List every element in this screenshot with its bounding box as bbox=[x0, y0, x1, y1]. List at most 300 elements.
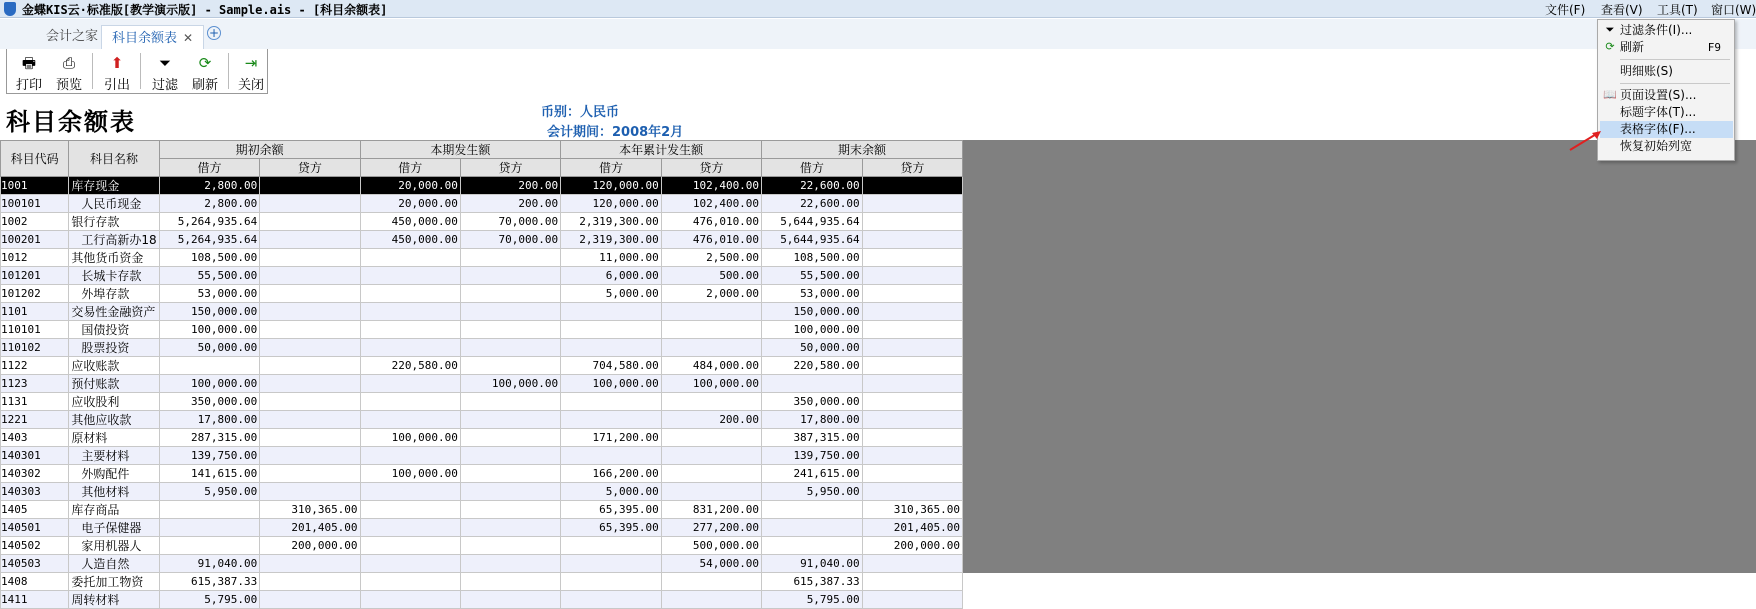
account-name-cell[interactable]: 长城卡存款 bbox=[69, 267, 159, 285]
credit-amount-cell[interactable] bbox=[260, 447, 360, 465]
export-button[interactable] bbox=[97, 51, 137, 91]
credit-amount-cell[interactable]: 102,400.00 bbox=[661, 177, 761, 195]
account-name-cell[interactable]: 家用机器人 bbox=[69, 537, 159, 555]
credit-amount-cell[interactable] bbox=[862, 357, 962, 375]
debit-amount-cell[interactable]: 55,500.00 bbox=[159, 267, 260, 285]
credit-amount-cell[interactable]: 476,010.00 bbox=[661, 213, 761, 231]
tab-home[interactable] bbox=[36, 25, 108, 49]
debit-amount-cell[interactable] bbox=[561, 321, 662, 339]
credit-amount-cell[interactable] bbox=[260, 195, 360, 213]
credit-amount-cell[interactable]: 484,000.00 bbox=[661, 357, 761, 375]
account-code-cell[interactable]: 140303 bbox=[1, 483, 69, 501]
debit-amount-cell[interactable]: 450,000.00 bbox=[360, 213, 460, 231]
header-credit[interactable]: 贷方 bbox=[460, 159, 560, 177]
credit-amount-cell[interactable]: 200.00 bbox=[460, 195, 560, 213]
refresh-button[interactable] bbox=[185, 51, 225, 91]
menu-file[interactable]: 文件(F) bbox=[1545, 3, 1586, 17]
table-row[interactable] bbox=[1, 429, 963, 447]
debit-amount-cell[interactable] bbox=[360, 285, 460, 303]
filter-button[interactable] bbox=[145, 51, 185, 91]
credit-amount-cell[interactable] bbox=[460, 303, 560, 321]
credit-amount-cell[interactable] bbox=[862, 483, 962, 501]
credit-amount-cell[interactable] bbox=[862, 321, 962, 339]
credit-amount-cell[interactable] bbox=[260, 465, 360, 483]
debit-amount-cell[interactable]: 220,580.00 bbox=[762, 357, 863, 375]
debit-amount-cell[interactable]: 5,000.00 bbox=[561, 483, 662, 501]
table-row[interactable] bbox=[1, 195, 963, 213]
credit-amount-cell[interactable] bbox=[661, 393, 761, 411]
account-name-cell[interactable]: 人造自然 bbox=[69, 555, 159, 573]
credit-amount-cell[interactable] bbox=[862, 591, 962, 609]
credit-amount-cell[interactable] bbox=[260, 231, 360, 249]
table-row[interactable] bbox=[1, 465, 963, 483]
debit-amount-cell[interactable] bbox=[360, 249, 460, 267]
credit-amount-cell[interactable] bbox=[260, 321, 360, 339]
table-row[interactable] bbox=[1, 483, 963, 501]
table-row[interactable] bbox=[1, 249, 963, 267]
credit-amount-cell[interactable] bbox=[260, 591, 360, 609]
account-code-cell[interactable]: 101201 bbox=[1, 267, 69, 285]
debit-amount-cell[interactable]: 20,000.00 bbox=[360, 195, 460, 213]
credit-amount-cell[interactable] bbox=[260, 375, 360, 393]
credit-amount-cell[interactable]: 310,365.00 bbox=[260, 501, 360, 519]
debit-amount-cell[interactable] bbox=[762, 501, 863, 519]
account-name-cell[interactable]: 工行高新办18 bbox=[69, 231, 159, 249]
debit-amount-cell[interactable]: 450,000.00 bbox=[360, 231, 460, 249]
debit-amount-cell[interactable]: 100,000.00 bbox=[561, 375, 662, 393]
debit-amount-cell[interactable] bbox=[360, 321, 460, 339]
debit-amount-cell[interactable] bbox=[360, 501, 460, 519]
menu-item-title-font[interactable] bbox=[1600, 104, 1733, 121]
account-code-cell[interactable]: 101202 bbox=[1, 285, 69, 303]
debit-amount-cell[interactable]: 139,750.00 bbox=[159, 447, 260, 465]
debit-amount-cell[interactable]: 5,795.00 bbox=[159, 591, 260, 609]
credit-amount-cell[interactable]: 310,365.00 bbox=[862, 501, 962, 519]
debit-amount-cell[interactable]: 55,500.00 bbox=[762, 267, 863, 285]
credit-amount-cell[interactable] bbox=[862, 213, 962, 231]
credit-amount-cell[interactable]: 70,000.00 bbox=[460, 231, 560, 249]
debit-amount-cell[interactable]: 100,000.00 bbox=[762, 321, 863, 339]
credit-amount-cell[interactable] bbox=[260, 339, 360, 357]
credit-amount-cell[interactable] bbox=[460, 285, 560, 303]
credit-amount-cell[interactable] bbox=[862, 429, 962, 447]
credit-amount-cell[interactable] bbox=[260, 483, 360, 501]
debit-amount-cell[interactable]: 2,319,300.00 bbox=[561, 231, 662, 249]
account-name-cell[interactable]: 交易性金融资产 bbox=[69, 303, 159, 321]
debit-amount-cell[interactable]: 53,000.00 bbox=[159, 285, 260, 303]
debit-amount-cell[interactable] bbox=[762, 375, 863, 393]
table-row[interactable] bbox=[1, 231, 963, 249]
credit-amount-cell[interactable] bbox=[260, 555, 360, 573]
credit-amount-cell[interactable] bbox=[460, 555, 560, 573]
table-row[interactable] bbox=[1, 357, 963, 375]
print-button[interactable] bbox=[9, 51, 49, 91]
account-code-cell[interactable]: 1012 bbox=[1, 249, 69, 267]
credit-amount-cell[interactable]: 201,405.00 bbox=[260, 519, 360, 537]
menu-window[interactable]: 窗口(W) bbox=[1711, 3, 1756, 17]
preview-button[interactable] bbox=[49, 51, 89, 91]
account-name-cell[interactable]: 应收股利 bbox=[69, 393, 159, 411]
menu-item-page-setup[interactable] bbox=[1600, 87, 1733, 104]
credit-amount-cell[interactable] bbox=[460, 591, 560, 609]
credit-amount-cell[interactable]: 2,000.00 bbox=[661, 285, 761, 303]
credit-amount-cell[interactable]: 200,000.00 bbox=[862, 537, 962, 555]
debit-amount-cell[interactable]: 2,800.00 bbox=[159, 177, 260, 195]
account-name-cell[interactable]: 其他货币资金 bbox=[69, 249, 159, 267]
button-label: 关闭 bbox=[237, 78, 264, 93]
menu-item-filter-conditions[interactable] bbox=[1600, 22, 1733, 39]
table-row[interactable] bbox=[1, 519, 963, 537]
credit-amount-cell[interactable] bbox=[260, 177, 360, 195]
account-code-cell[interactable]: 140503 bbox=[1, 555, 69, 573]
debit-amount-cell[interactable] bbox=[561, 591, 662, 609]
table-row[interactable] bbox=[1, 537, 963, 555]
account-code-cell[interactable]: 1403 bbox=[1, 429, 69, 447]
credit-amount-cell[interactable] bbox=[862, 285, 962, 303]
credit-amount-cell[interactable]: 201,405.00 bbox=[862, 519, 962, 537]
credit-amount-cell[interactable] bbox=[460, 501, 560, 519]
account-code-cell[interactable]: 1411 bbox=[1, 591, 69, 609]
credit-amount-cell[interactable] bbox=[460, 519, 560, 537]
credit-amount-cell[interactable] bbox=[862, 555, 962, 573]
debit-amount-cell[interactable]: 350,000.00 bbox=[159, 393, 260, 411]
debit-amount-cell[interactable]: 53,000.00 bbox=[762, 285, 863, 303]
debit-amount-cell[interactable] bbox=[561, 573, 662, 591]
debit-amount-cell[interactable] bbox=[360, 519, 460, 537]
credit-amount-cell[interactable] bbox=[460, 321, 560, 339]
debit-amount-cell[interactable] bbox=[561, 339, 662, 357]
close-button[interactable] bbox=[231, 51, 271, 91]
header-debit[interactable]: 借方 bbox=[360, 159, 460, 177]
debit-amount-cell[interactable] bbox=[360, 393, 460, 411]
debit-amount-cell[interactable] bbox=[561, 537, 662, 555]
debit-amount-cell[interactable]: 22,600.00 bbox=[762, 195, 863, 213]
header-debit[interactable]: 借方 bbox=[159, 159, 260, 177]
menu-item-refresh[interactable] bbox=[1600, 39, 1733, 56]
debit-amount-cell[interactable]: 387,315.00 bbox=[762, 429, 863, 447]
header-credit[interactable]: 贷方 bbox=[260, 159, 360, 177]
debit-amount-cell[interactable]: 108,500.00 bbox=[159, 249, 260, 267]
debit-amount-cell[interactable]: 120,000.00 bbox=[561, 195, 662, 213]
debit-amount-cell[interactable] bbox=[561, 393, 662, 411]
account-name-cell[interactable]: 库存现金 bbox=[69, 177, 159, 195]
credit-amount-cell[interactable]: 200,000.00 bbox=[260, 537, 360, 555]
table-row[interactable] bbox=[1, 213, 963, 231]
credit-amount-cell[interactable] bbox=[260, 249, 360, 267]
debit-amount-cell[interactable]: 5,950.00 bbox=[159, 483, 260, 501]
debit-amount-cell[interactable] bbox=[762, 537, 863, 555]
header-name[interactable]: 科目名称 bbox=[69, 141, 159, 177]
debit-amount-cell[interactable]: 171,200.00 bbox=[561, 429, 662, 447]
credit-amount-cell[interactable] bbox=[661, 465, 761, 483]
debit-amount-cell[interactable] bbox=[360, 375, 460, 393]
debit-amount-cell[interactable]: 2,319,300.00 bbox=[561, 213, 662, 231]
credit-amount-cell[interactable]: 200.00 bbox=[460, 177, 560, 195]
credit-amount-cell[interactable]: 54,000.00 bbox=[661, 555, 761, 573]
menu-item-table-font[interactable] bbox=[1600, 121, 1733, 138]
debit-amount-cell[interactable]: 120,000.00 bbox=[561, 177, 662, 195]
table-row[interactable] bbox=[1, 501, 963, 519]
credit-amount-cell[interactable] bbox=[260, 429, 360, 447]
debit-amount-cell[interactable]: 5,644,935.64 bbox=[762, 213, 863, 231]
debit-amount-cell[interactable] bbox=[360, 483, 460, 501]
tab-account-balance[interactable] bbox=[101, 25, 204, 49]
header-credit[interactable]: 贷方 bbox=[862, 159, 962, 177]
debit-amount-cell[interactable]: 150,000.00 bbox=[762, 303, 863, 321]
debit-amount-cell[interactable] bbox=[159, 501, 260, 519]
table-row[interactable] bbox=[1, 573, 963, 591]
credit-amount-cell[interactable] bbox=[862, 195, 962, 213]
table-row[interactable] bbox=[1, 303, 963, 321]
account-code-cell[interactable]: 140301 bbox=[1, 447, 69, 465]
credit-amount-cell[interactable] bbox=[862, 177, 962, 195]
account-code-cell[interactable]: 140502 bbox=[1, 537, 69, 555]
debit-amount-cell[interactable]: 220,580.00 bbox=[360, 357, 460, 375]
debit-amount-cell[interactable]: 100,000.00 bbox=[159, 375, 260, 393]
credit-amount-cell[interactable] bbox=[460, 573, 560, 591]
account-code-cell[interactable]: 1408 bbox=[1, 573, 69, 591]
debit-amount-cell[interactable]: 287,315.00 bbox=[159, 429, 260, 447]
credit-amount-cell[interactable] bbox=[260, 357, 360, 375]
debit-amount-cell[interactable]: 50,000.00 bbox=[159, 339, 260, 357]
debit-amount-cell[interactable]: 6,000.00 bbox=[561, 267, 662, 285]
exit-icon: ⇥ bbox=[244, 54, 258, 72]
debit-amount-cell[interactable] bbox=[561, 555, 662, 573]
credit-amount-cell[interactable] bbox=[862, 411, 962, 429]
account-name-cell[interactable]: 周转材料 bbox=[69, 591, 159, 609]
debit-amount-cell[interactable]: 100,000.00 bbox=[360, 429, 460, 447]
credit-amount-cell[interactable] bbox=[661, 591, 761, 609]
debit-amount-cell[interactable] bbox=[561, 303, 662, 321]
menu-item-reset-column-width[interactable] bbox=[1600, 138, 1733, 155]
account-name-cell[interactable]: 外埠存款 bbox=[69, 285, 159, 303]
credit-amount-cell[interactable] bbox=[862, 573, 962, 591]
debit-amount-cell[interactable] bbox=[360, 303, 460, 321]
account-name-cell[interactable]: 其他材料 bbox=[69, 483, 159, 501]
header-debit[interactable]: 借方 bbox=[561, 159, 662, 177]
debit-amount-cell[interactable]: 17,800.00 bbox=[159, 411, 260, 429]
debit-amount-cell[interactable]: 108,500.00 bbox=[762, 249, 863, 267]
menu-item-detail-ledger[interactable] bbox=[1600, 63, 1733, 80]
credit-amount-cell[interactable] bbox=[260, 393, 360, 411]
debit-amount-cell[interactable] bbox=[159, 519, 260, 537]
credit-amount-cell[interactable] bbox=[260, 411, 360, 429]
credit-amount-cell[interactable] bbox=[460, 537, 560, 555]
header-code[interactable]: 科目代码 bbox=[1, 141, 69, 177]
debit-amount-cell[interactable]: 704,580.00 bbox=[561, 357, 662, 375]
menu-view[interactable]: 查看(V) bbox=[1601, 3, 1643, 17]
close-tab-icon[interactable]: ✕ bbox=[183, 31, 194, 45]
credit-amount-cell[interactable]: 277,200.00 bbox=[661, 519, 761, 537]
credit-amount-cell[interactable]: 500,000.00 bbox=[661, 537, 761, 555]
header-credit[interactable]: 贷方 bbox=[661, 159, 761, 177]
account-name-cell[interactable]: 应收账款 bbox=[69, 357, 159, 375]
account-code-cell[interactable]: 1001 bbox=[1, 177, 69, 195]
debit-amount-cell[interactable] bbox=[360, 573, 460, 591]
credit-amount-cell[interactable] bbox=[862, 231, 962, 249]
credit-amount-cell[interactable] bbox=[661, 339, 761, 357]
credit-amount-cell[interactable] bbox=[862, 267, 962, 285]
account-name-cell[interactable]: 预付账款 bbox=[69, 375, 159, 393]
credit-amount-cell[interactable]: 476,010.00 bbox=[661, 231, 761, 249]
credit-amount-cell[interactable] bbox=[260, 213, 360, 231]
debit-amount-cell[interactable] bbox=[762, 519, 863, 537]
debit-amount-cell[interactable]: 50,000.00 bbox=[762, 339, 863, 357]
credit-amount-cell[interactable] bbox=[460, 483, 560, 501]
table-row[interactable] bbox=[1, 339, 963, 357]
table-row[interactable] bbox=[1, 177, 963, 195]
table-row[interactable] bbox=[1, 591, 963, 609]
refresh-icon: ⟳ bbox=[198, 54, 212, 72]
credit-amount-cell[interactable] bbox=[862, 303, 962, 321]
credit-amount-cell[interactable] bbox=[661, 303, 761, 321]
account-code-cell[interactable]: 1101 bbox=[1, 303, 69, 321]
button-label: 预览 bbox=[55, 78, 82, 93]
account-code-cell[interactable]: 100201 bbox=[1, 231, 69, 249]
debit-amount-cell[interactable] bbox=[159, 537, 260, 555]
account-code-cell[interactable]: 1123 bbox=[1, 375, 69, 393]
credit-amount-cell[interactable]: 200.00 bbox=[661, 411, 761, 429]
account-code-cell[interactable]: 140501 bbox=[1, 519, 69, 537]
credit-amount-cell[interactable] bbox=[862, 249, 962, 267]
table-row[interactable] bbox=[1, 411, 963, 429]
debit-amount-cell[interactable]: 5,795.00 bbox=[762, 591, 863, 609]
account-name-cell[interactable]: 委托加工物资 bbox=[69, 573, 159, 591]
debit-amount-cell[interactable]: 22,600.00 bbox=[762, 177, 863, 195]
debit-amount-cell[interactable]: 5,000.00 bbox=[561, 285, 662, 303]
account-name-cell[interactable]: 国债投资 bbox=[69, 321, 159, 339]
debit-amount-cell[interactable]: 615,387.33 bbox=[762, 573, 863, 591]
debit-amount-cell[interactable]: 241,615.00 bbox=[762, 465, 863, 483]
debit-amount-cell[interactable]: 5,264,935.64 bbox=[159, 231, 260, 249]
debit-amount-cell[interactable]: 5,950.00 bbox=[762, 483, 863, 501]
credit-amount-cell[interactable]: 70,000.00 bbox=[460, 213, 560, 231]
debit-amount-cell[interactable] bbox=[360, 339, 460, 357]
account-code-cell[interactable]: 1405 bbox=[1, 501, 69, 519]
credit-amount-cell[interactable]: 831,200.00 bbox=[661, 501, 761, 519]
credit-amount-cell[interactable]: 2,500.00 bbox=[661, 249, 761, 267]
account-name-cell[interactable]: 原材料 bbox=[69, 429, 159, 447]
debit-amount-cell[interactable]: 20,000.00 bbox=[360, 177, 460, 195]
account-name-cell[interactable]: 外购配件 bbox=[69, 465, 159, 483]
credit-amount-cell[interactable] bbox=[862, 339, 962, 357]
table-row[interactable] bbox=[1, 447, 963, 465]
debit-amount-cell[interactable]: 150,000.00 bbox=[159, 303, 260, 321]
menu-tools[interactable]: 工具(T) bbox=[1657, 3, 1698, 17]
table-row[interactable] bbox=[1, 267, 963, 285]
balance-table[interactable] bbox=[0, 140, 963, 607]
credit-amount-cell[interactable] bbox=[460, 393, 560, 411]
debit-amount-cell[interactable]: 65,395.00 bbox=[561, 519, 662, 537]
credit-amount-cell[interactable] bbox=[661, 321, 761, 339]
debit-amount-cell[interactable] bbox=[360, 537, 460, 555]
account-code-cell[interactable]: 1122 bbox=[1, 357, 69, 375]
debit-amount-cell[interactable]: 11,000.00 bbox=[561, 249, 662, 267]
debit-amount-cell[interactable]: 17,800.00 bbox=[762, 411, 863, 429]
debit-amount-cell[interactable]: 2,800.00 bbox=[159, 195, 260, 213]
account-code-cell[interactable]: 110101 bbox=[1, 321, 69, 339]
debit-amount-cell[interactable]: 166,200.00 bbox=[561, 465, 662, 483]
account-code-cell[interactable]: 1002 bbox=[1, 213, 69, 231]
account-name-cell[interactable]: 主要材料 bbox=[69, 447, 159, 465]
credit-amount-cell[interactable] bbox=[862, 375, 962, 393]
debit-amount-cell[interactable]: 350,000.00 bbox=[762, 393, 863, 411]
account-name-cell[interactable]: 银行存款 bbox=[69, 213, 159, 231]
debit-amount-cell[interactable]: 139,750.00 bbox=[762, 447, 863, 465]
credit-amount-cell[interactable] bbox=[260, 267, 360, 285]
debit-amount-cell[interactable] bbox=[360, 411, 460, 429]
account-code-cell[interactable]: 100101 bbox=[1, 195, 69, 213]
credit-amount-cell[interactable]: 500.00 bbox=[661, 267, 761, 285]
credit-amount-cell[interactable] bbox=[460, 357, 560, 375]
credit-amount-cell[interactable] bbox=[661, 483, 761, 501]
credit-amount-cell[interactable] bbox=[460, 267, 560, 285]
credit-amount-cell[interactable] bbox=[460, 339, 560, 357]
debit-amount-cell[interactable] bbox=[159, 357, 260, 375]
credit-amount-cell[interactable]: 100,000.00 bbox=[460, 375, 560, 393]
account-code-cell[interactable]: 110102 bbox=[1, 339, 69, 357]
account-name-cell[interactable]: 人民币现金 bbox=[69, 195, 159, 213]
credit-amount-cell[interactable] bbox=[862, 447, 962, 465]
credit-amount-cell[interactable] bbox=[460, 411, 560, 429]
credit-amount-cell[interactable] bbox=[862, 465, 962, 483]
debit-amount-cell[interactable] bbox=[561, 447, 662, 465]
header-debit[interactable]: 借方 bbox=[762, 159, 863, 177]
table-row[interactable] bbox=[1, 285, 963, 303]
credit-amount-cell[interactable]: 102,400.00 bbox=[661, 195, 761, 213]
debit-amount-cell[interactable] bbox=[360, 555, 460, 573]
credit-amount-cell[interactable] bbox=[460, 447, 560, 465]
account-name-cell[interactable]: 股票投资 bbox=[69, 339, 159, 357]
account-code-cell[interactable]: 1221 bbox=[1, 411, 69, 429]
debit-amount-cell[interactable] bbox=[360, 267, 460, 285]
account-code-cell[interactable]: 140302 bbox=[1, 465, 69, 483]
credit-amount-cell[interactable] bbox=[460, 465, 560, 483]
add-tab-icon[interactable]: + bbox=[208, 26, 220, 40]
credit-amount-cell[interactable] bbox=[661, 429, 761, 447]
debit-amount-cell[interactable]: 91,040.00 bbox=[159, 555, 260, 573]
debit-amount-cell[interactable]: 100,000.00 bbox=[360, 465, 460, 483]
table-row[interactable] bbox=[1, 555, 963, 573]
debit-amount-cell[interactable]: 5,644,935.64 bbox=[762, 231, 863, 249]
account-name-cell[interactable]: 电子保健器 bbox=[69, 519, 159, 537]
credit-amount-cell[interactable] bbox=[260, 303, 360, 321]
debit-amount-cell[interactable] bbox=[360, 591, 460, 609]
credit-amount-cell[interactable] bbox=[862, 393, 962, 411]
account-code-cell[interactable]: 1131 bbox=[1, 393, 69, 411]
account-name-cell[interactable]: 其他应收款 bbox=[69, 411, 159, 429]
account-name-cell[interactable]: 库存商品 bbox=[69, 501, 159, 519]
table-row[interactable] bbox=[1, 393, 963, 411]
table-row[interactable] bbox=[1, 375, 963, 393]
debit-amount-cell[interactable]: 5,264,935.64 bbox=[159, 213, 260, 231]
debit-amount-cell[interactable]: 141,615.00 bbox=[159, 465, 260, 483]
credit-amount-cell[interactable] bbox=[260, 285, 360, 303]
credit-amount-cell[interactable] bbox=[460, 249, 560, 267]
debit-amount-cell[interactable] bbox=[360, 447, 460, 465]
table-row[interactable] bbox=[1, 321, 963, 339]
credit-amount-cell[interactable] bbox=[260, 573, 360, 591]
debit-amount-cell[interactable]: 615,387.33 bbox=[159, 573, 260, 591]
credit-amount-cell[interactable] bbox=[661, 447, 761, 465]
credit-amount-cell[interactable] bbox=[460, 429, 560, 447]
debit-amount-cell[interactable]: 91,040.00 bbox=[762, 555, 863, 573]
debit-amount-cell[interactable]: 65,395.00 bbox=[561, 501, 662, 519]
debit-amount-cell[interactable]: 100,000.00 bbox=[159, 321, 260, 339]
debit-amount-cell[interactable] bbox=[561, 411, 662, 429]
credit-amount-cell[interactable] bbox=[661, 573, 761, 591]
credit-amount-cell[interactable]: 100,000.00 bbox=[661, 375, 761, 393]
